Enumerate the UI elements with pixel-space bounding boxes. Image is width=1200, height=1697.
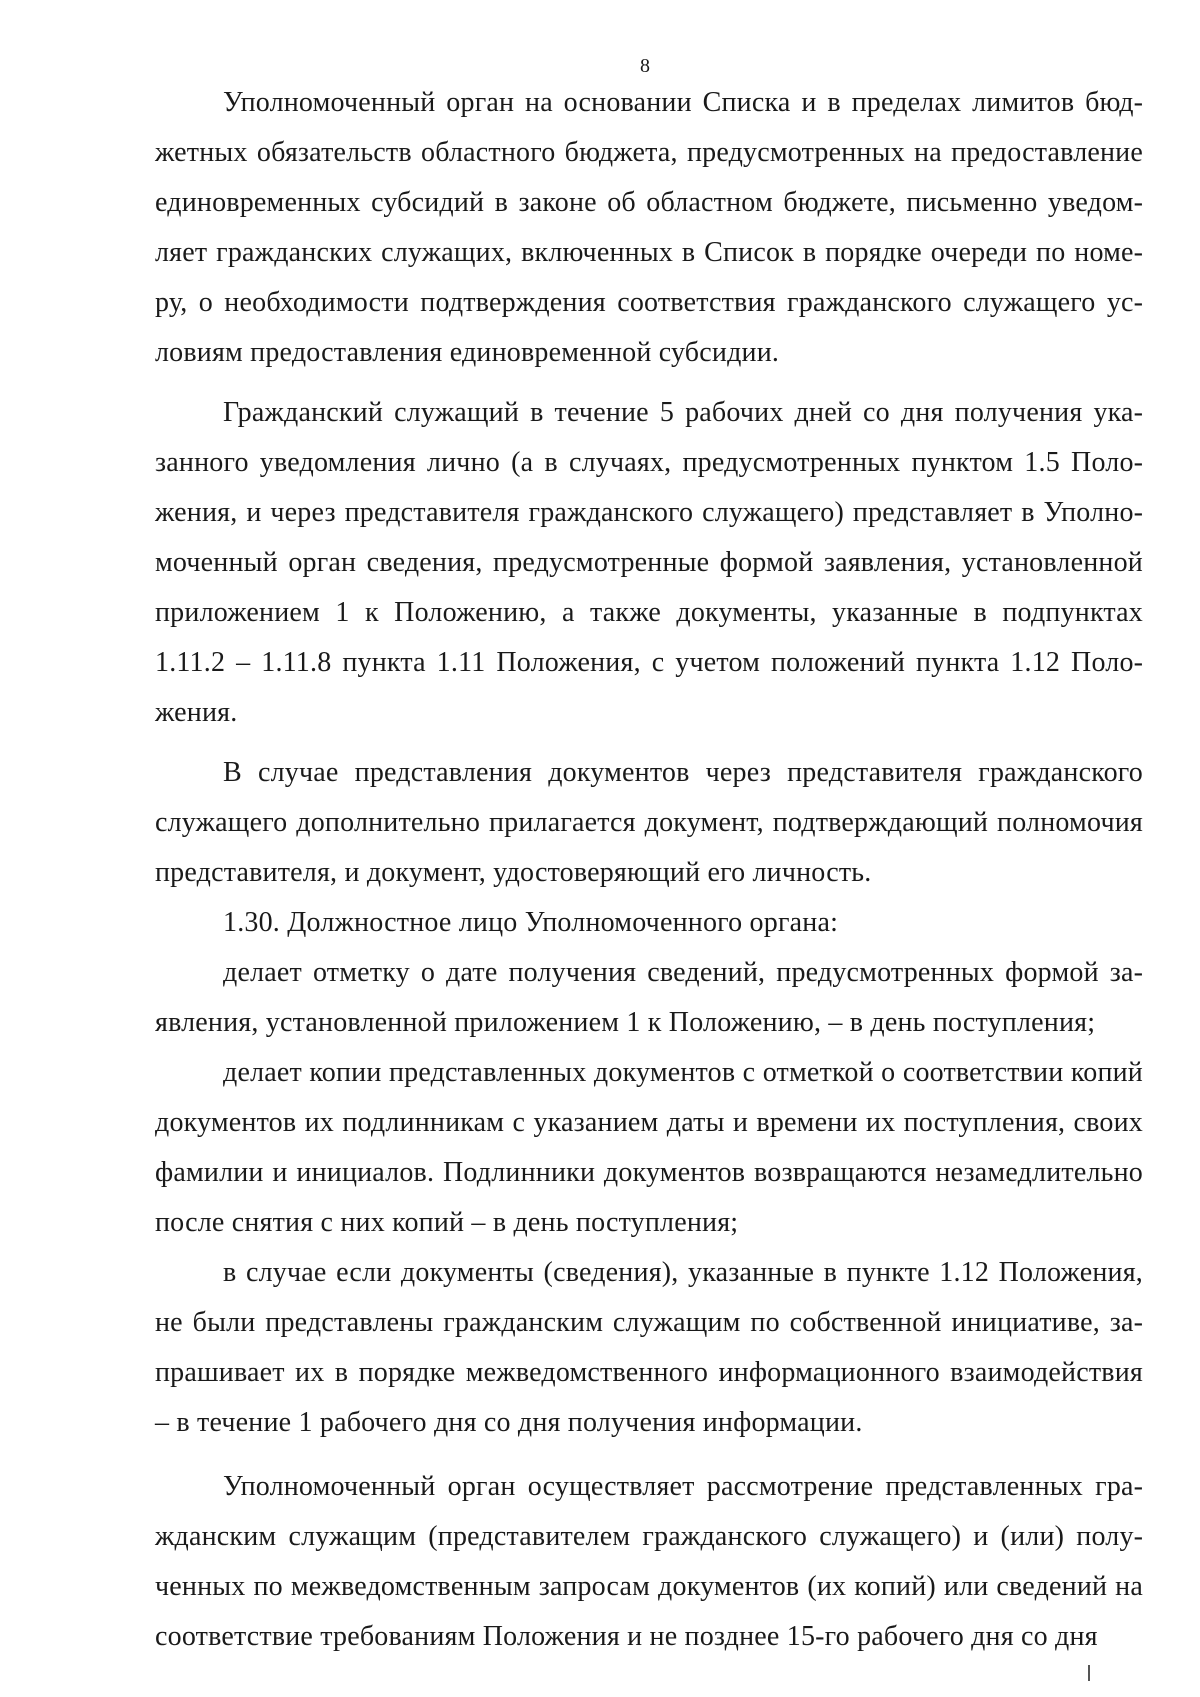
document-body xyxy=(155,78,1143,1662)
paragraph-interagency-request: в случае если документы (сведения), указанные в пункте 1.12 Положения, не были представлены гражданским служащим по собственной инициативе, запрашивает их в порядке межведомственного информационного взаимодействия – в течение 1 рабочего дня со дня получения информации. xyxy=(155,1257,1143,1438)
page-number: 8 xyxy=(640,55,650,77)
paragraph-section-1-30: 1.30. Должностное лицо Уполномоченного органа: xyxy=(223,907,839,938)
paragraph-representative: В случае представления документов через представителя гражданского служащего дополнительно прилагается документ, подтверждающий полномочия представителя, и документ, удостоверяющий его личность. xyxy=(155,757,1143,888)
paragraph-review: Уполномоченный орган осуществляет рассмотрение представленных гражданским служащим (представителем гражданского служащего) и (или) полученных по межведомственным запросам документов (их копий) или сведений на соответствие требованиям Положения и не позднее 15-го рабочего дня со дня xyxy=(155,1471,1143,1652)
paragraph-mark-receipt: делает отметку о дате получения сведений, предусмотренных формой заявления, установленной приложением 1 к Положению, – в день поступления; xyxy=(155,957,1143,1038)
paragraph-make-copies: делает копии представленных документов с отметкой о соответствии копий документов их подлинникам с указанием даты и времени их поступления, своих фамилии и инициалов. Подлинники документов возвращаются незамедлительно после снятия с них копий – в день поступления; xyxy=(155,1057,1143,1238)
scan-mark xyxy=(1088,1665,1090,1681)
paragraph-civil-servant-submission: Гражданский служащий в течение 5 рабочих дней со дня получения указанного уведомления лично (а в случаях, предусмотренных пунктом 1.5 Положения, и через представителя гражданского служащего) представляет в Уполномоченный орган сведения, предусмотренные формой заявления, установленной приложением 1 к Положению, а также документы, указанные в подпунктах 1.11.2 – 1.11.8 пункта 1.11 Положения, с учетом положений пункта 1.12 Положения. xyxy=(155,397,1143,728)
paragraph-notification: Уполномоченный орган на основании Списка и в пределах лимитов бюджетных обязательств областного бюджета, предусмотренных на предоставление единовременных субсидий в законе об областном бюджете, письменно уведомляет гражданских служащих, включенных в Список в порядке очереди по номеру, о необходимости подтверждения соответствия гражданского служащего условиям предоставления единовременной субсидии. xyxy=(155,87,1143,368)
